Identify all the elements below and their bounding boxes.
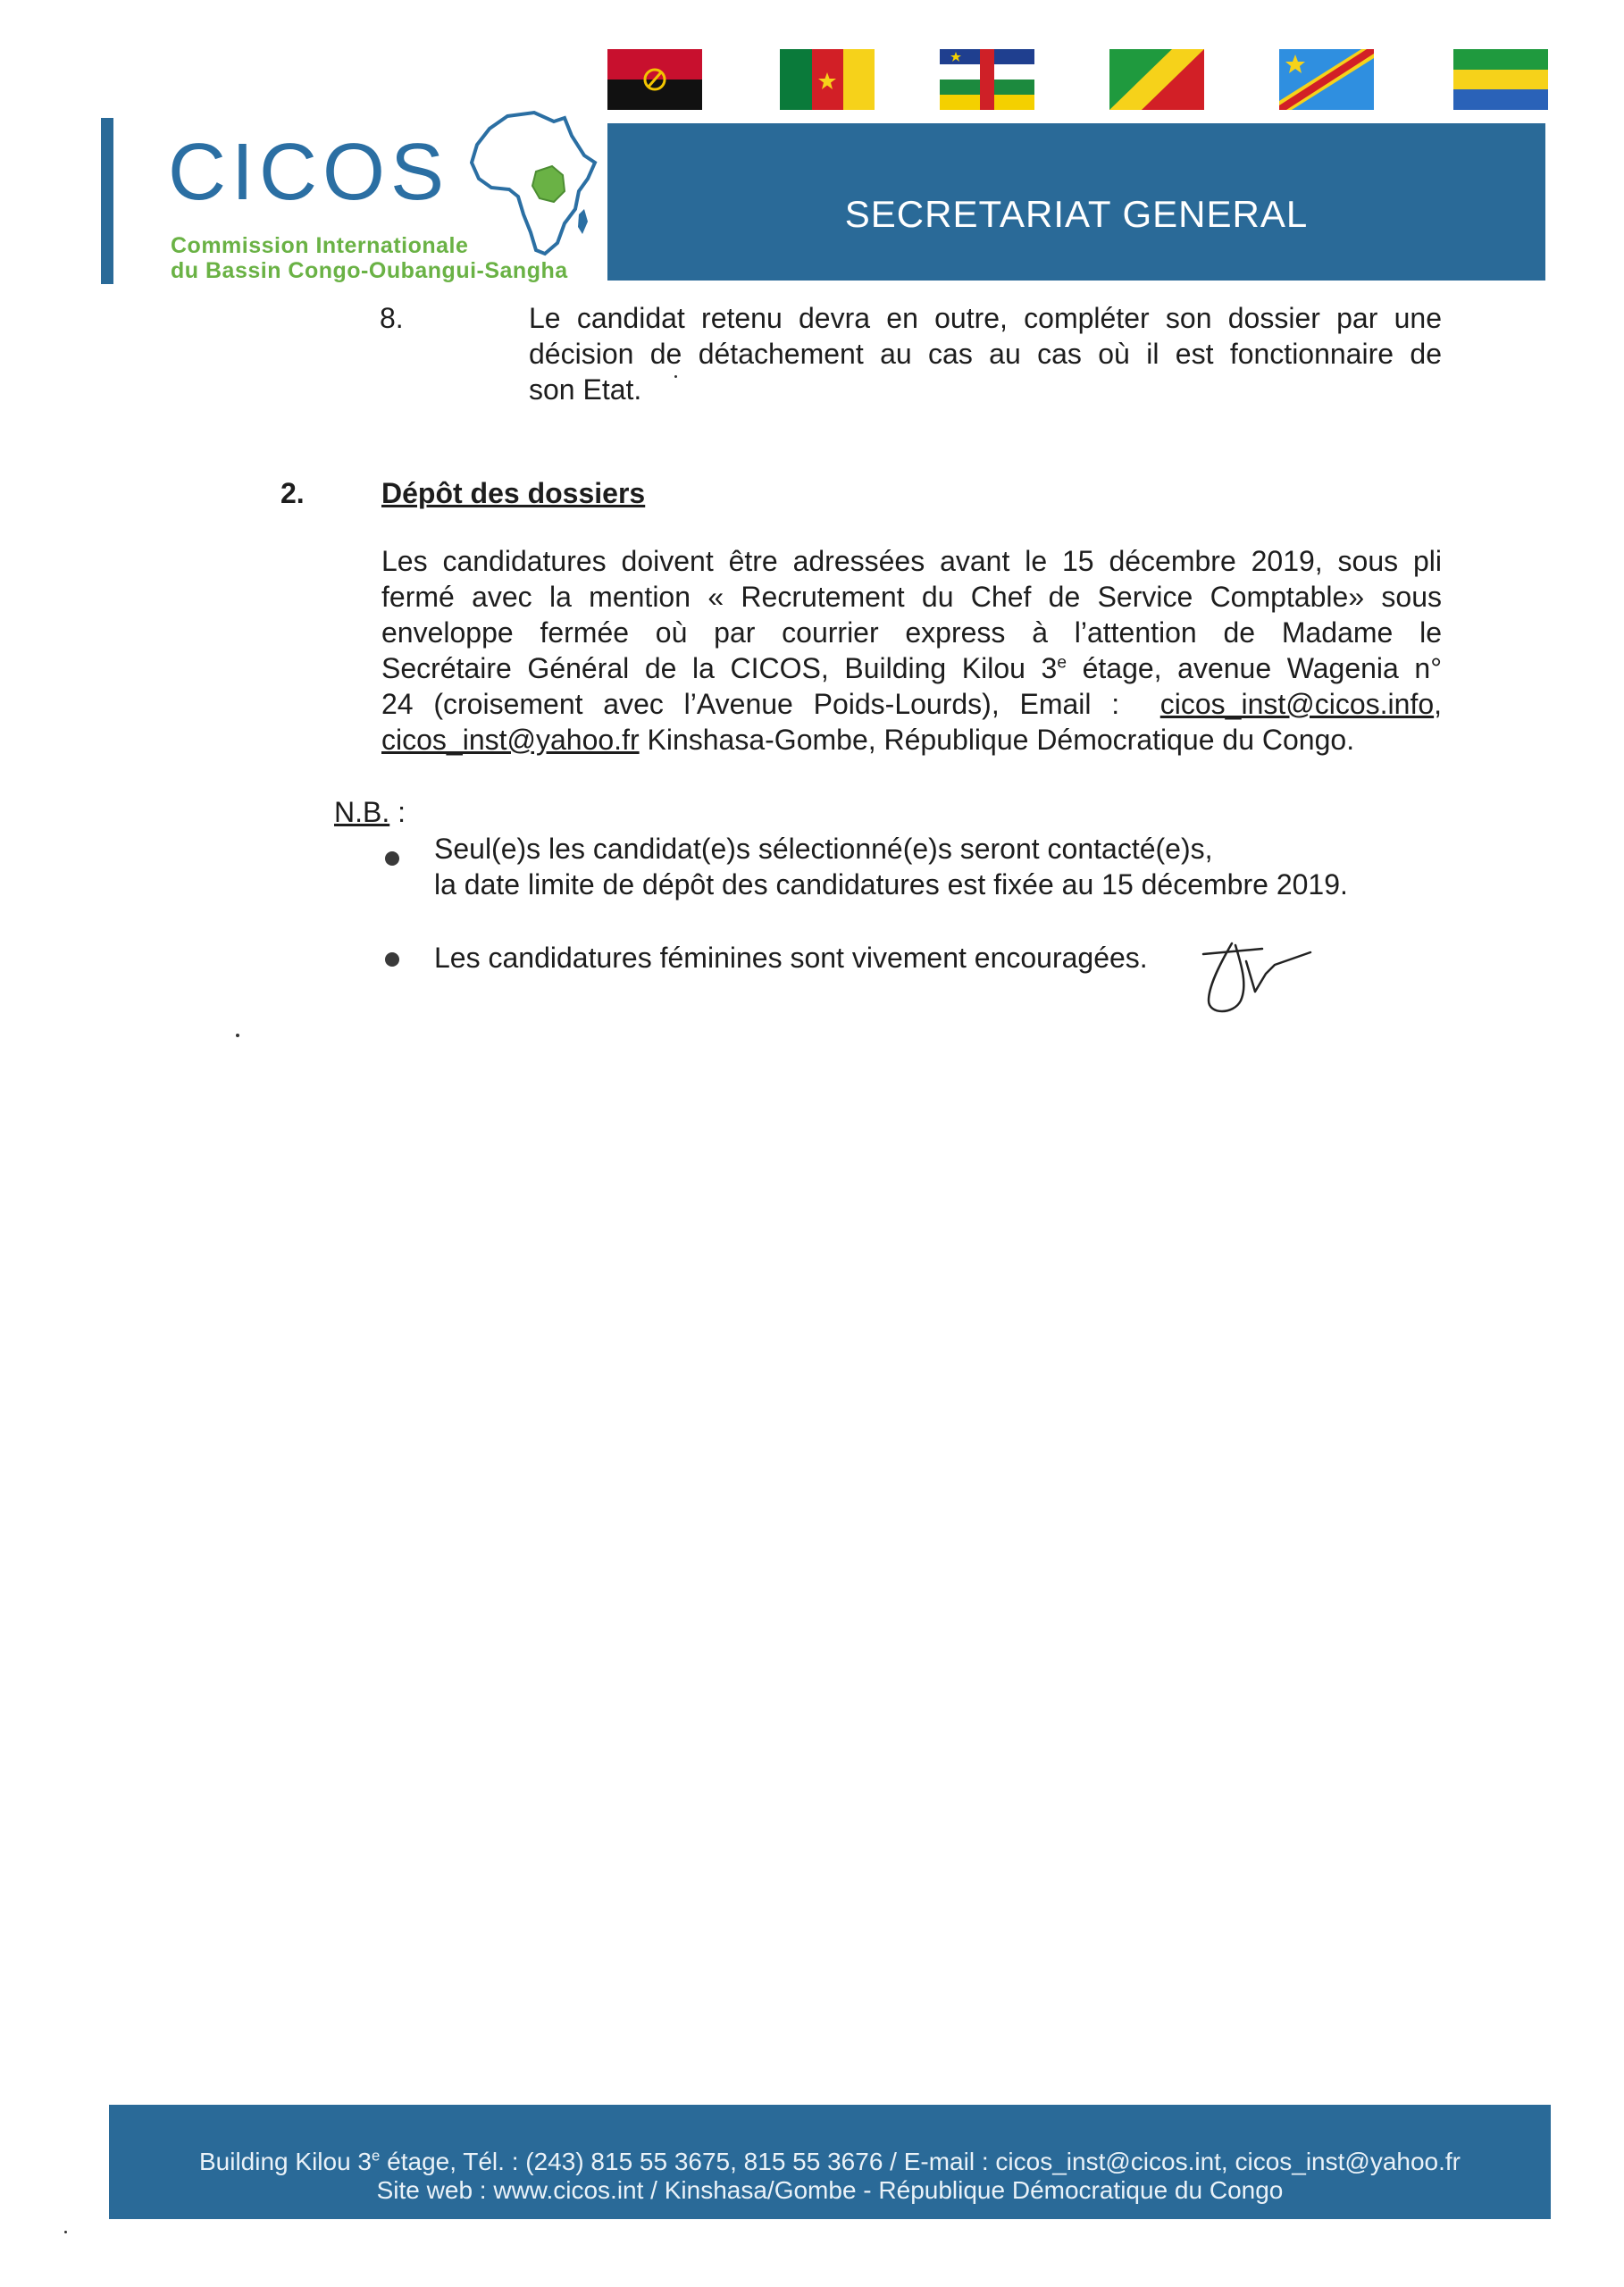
- paragraph-line: décision de détachement au cas au cas où il est fonctionnaire de: [529, 338, 1442, 370]
- logo-subtitle-line1: Commission Internationale: [171, 233, 469, 258]
- email-link[interactable]: cicos_inst@cicos.info: [1159, 688, 1435, 720]
- paragraph-text: Secrétaire Général de la CICOS, Building Kilou 3: [381, 652, 1058, 684]
- header-accent-bar: [101, 118, 113, 284]
- flag-dr-congo-icon: [1279, 49, 1374, 110]
- paragraph-text: ,: [1434, 688, 1443, 720]
- footer-text: Building Kilou 3: [198, 2148, 373, 2175]
- scan-speck: [674, 375, 677, 378]
- handwritten-signature: [1193, 938, 1313, 1017]
- flag-cameroon-icon: [780, 49, 875, 110]
- scan-speck: [64, 2231, 67, 2233]
- bullet-icon: [385, 851, 399, 866]
- paragraph-line: enveloppe fermée où par courrier express à l’attention de Madame le: [381, 616, 1442, 649]
- bullet-item: Les candidatures féminines sont vivement encouragées.: [434, 942, 1148, 974]
- paragraph-line: [381, 686, 1442, 722]
- bullet-line: la date limite de dépôt des candidatures est fixée au 15 décembre 2019.: [434, 868, 1348, 901]
- paragraph-line: Le candidat retenu devra en outre, compléter son dossier par une: [529, 302, 1442, 334]
- paragraph-line: [381, 650, 1442, 686]
- footer-address-line: [109, 2148, 1551, 2176]
- email-link[interactable]: cicos_inst@yahoo.fr: [381, 724, 640, 756]
- superscript: e: [372, 2147, 381, 2165]
- footer-text: étage, Tél. : (243) 815 55 3675, 815 55 3676 / E-mail : cicos_inst@cicos.int, cicos_inst@yahoo.fr: [380, 2148, 1461, 2175]
- paragraph-line: fermé avec la mention « Recrutement du Chef de Service Comptable» sous: [381, 581, 1442, 613]
- section-2-paragraph: [381, 543, 1442, 758]
- nb-colon: :: [389, 796, 406, 828]
- logo-subtitle: [171, 233, 568, 283]
- item-8-paragraph: [529, 300, 1442, 407]
- section-title: Dépôt des dossiers: [381, 477, 646, 509]
- header-banner: [607, 123, 1545, 281]
- scan-speck: [236, 1034, 239, 1037]
- paragraph-line: Les candidatures doivent être adressées avant le 15 décembre 2019, sous pli: [381, 545, 1442, 577]
- flag-angola-icon: [607, 49, 702, 110]
- section-number: 2.: [280, 477, 305, 509]
- nb-text: N.B.: [334, 796, 390, 828]
- flag-central-african-republic-icon: [940, 49, 1034, 110]
- banner-title: SECRETARIAT GENERAL: [844, 193, 1309, 235]
- page-footer: [109, 2105, 1551, 2219]
- paragraph-text: 24 (croisement avec l’Avenue Poids-Lourds), Email :: [381, 688, 1120, 720]
- flag-gabon-icon: [1453, 49, 1548, 110]
- member-flags: [607, 49, 1545, 110]
- bullet-line: Seul(e)s les candidat(e)s sélectionné(e)s seront contacté(e)s,: [434, 833, 1213, 865]
- bullet-icon: [385, 952, 399, 967]
- paragraph-line: [381, 722, 1442, 758]
- superscript: e: [1057, 653, 1067, 673]
- bullet-item: [434, 831, 1348, 902]
- logo-text: CICOS: [168, 128, 450, 217]
- footer-website-line: Site web : www.cicos.int / Kinshasa/Gombe - République Démocratique du Congo: [376, 2176, 1284, 2204]
- paragraph-line: son Etat.: [529, 373, 642, 406]
- logo-subtitle-line2: du Bassin Congo-Oubangui-Sangha: [171, 258, 568, 283]
- flag-congo-icon: [1109, 49, 1204, 110]
- paragraph-text: étage, avenue Wagenia n°: [1067, 652, 1443, 684]
- item-number: 8.: [380, 302, 404, 334]
- paragraph-text: Kinshasa-Gombe, République Démocratique du Congo.: [639, 724, 1355, 756]
- nb-label: [334, 794, 406, 830]
